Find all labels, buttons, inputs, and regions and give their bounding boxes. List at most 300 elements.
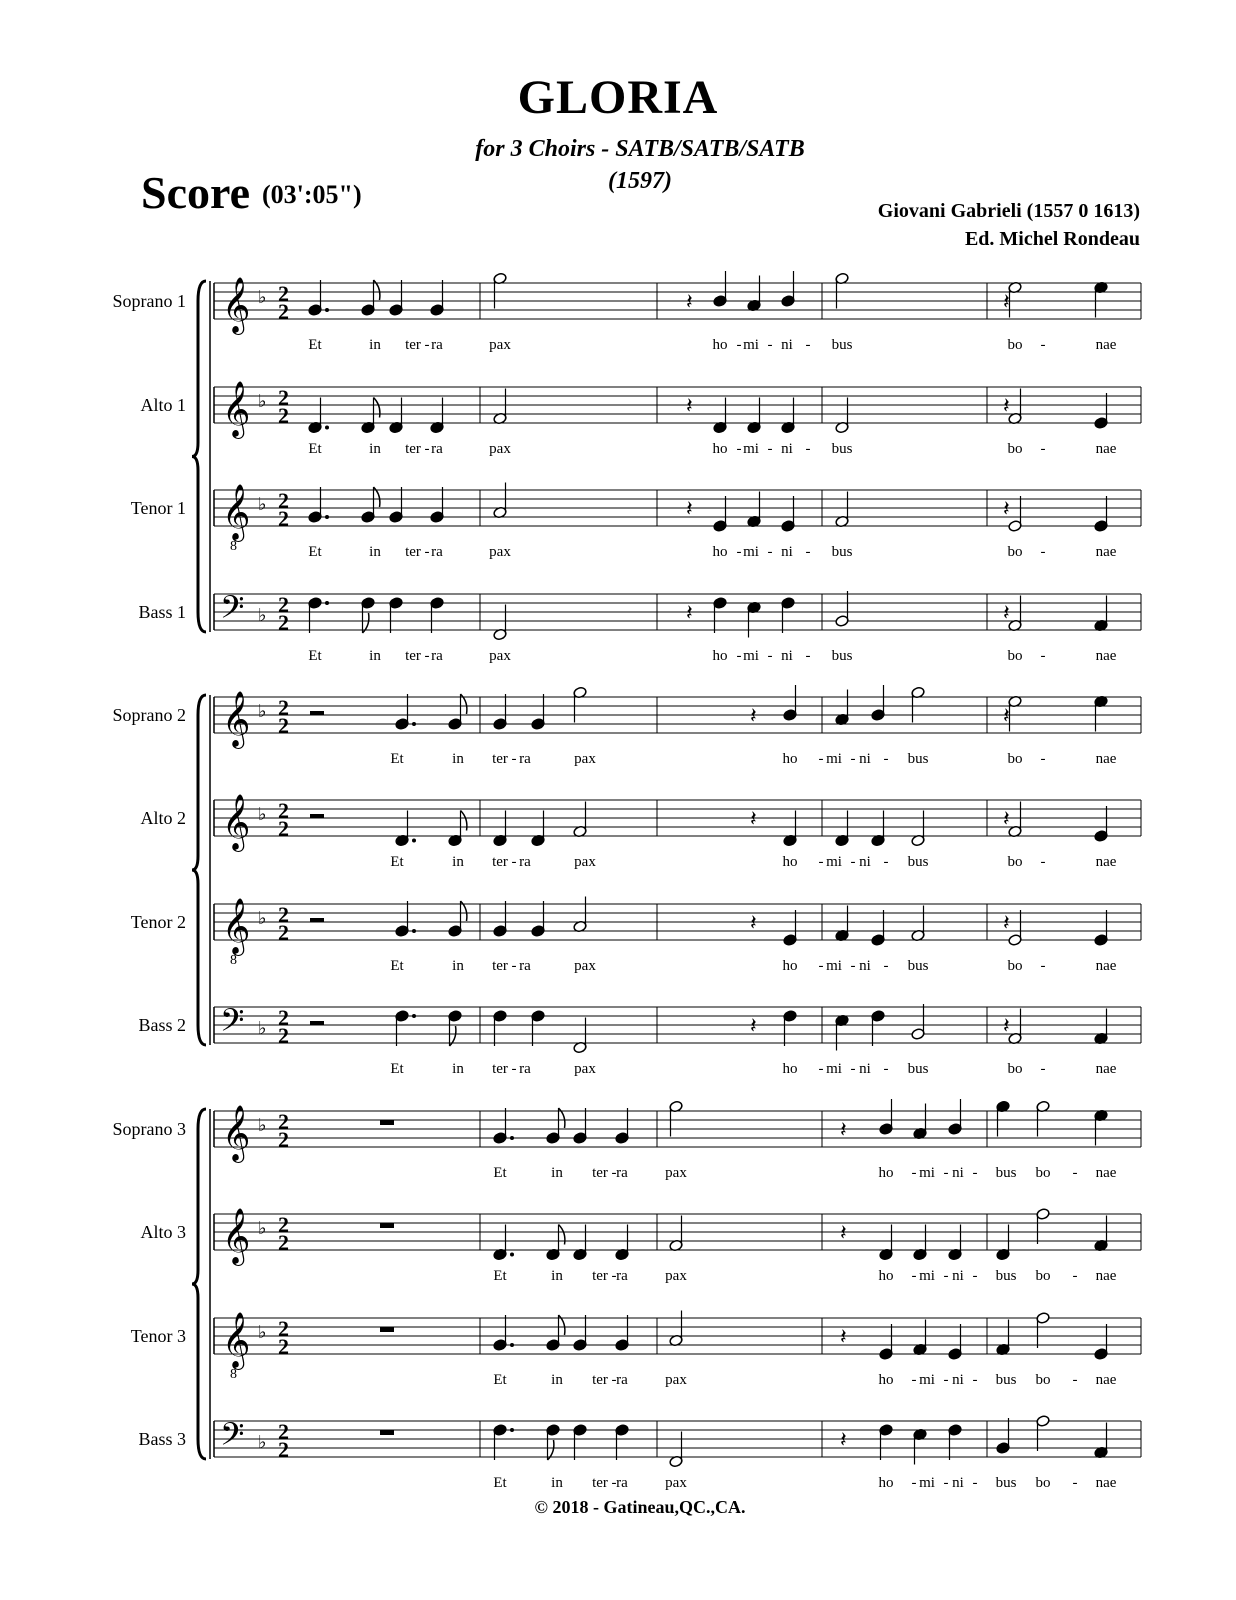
lyric-syllable: mi [743,337,759,353]
lyric-syllable: - [883,958,889,974]
lyric-syllable: bo [1007,1061,1023,1077]
lyric-syllable: ter [492,1061,508,1077]
lyric-syllable: in [452,958,464,974]
time-sig-denominator: 2 [278,713,289,738]
lyric-syllable: nae [1095,544,1117,560]
key-flat-icon: ♭ [258,1322,267,1342]
lyric-syllable: - [1040,854,1046,870]
treble-clef-icon: 𝄞 [222,279,251,332]
time-sig-denominator: 2 [278,920,289,945]
lyric-syllable: ter [592,1475,608,1491]
time-sig-denominator: 2 [278,299,289,324]
voice-label: Soprano 1 [112,291,186,311]
subtitle: for 3 Choirs - SATB/SATB/SATB [475,136,805,162]
lyric-syllable: - [424,544,430,560]
lyric-syllable: nae [1095,1268,1117,1284]
lyric-syllable: bus [907,958,929,974]
key-flat-icon: ♭ [258,1018,267,1038]
lyric-syllable: - [818,958,824,974]
key-flat-icon: ♭ [258,494,267,514]
choir-brace [192,695,206,1045]
lyric-syllable: - [911,1372,917,1388]
lyric-syllable: - [805,544,811,560]
octave-marker: 8 [230,539,237,554]
lyric-syllable: Et [390,958,404,974]
lyric-syllable: ho [712,648,728,664]
half-rest [310,711,324,715]
voice-label: Bass 1 [138,602,186,622]
lyric-syllable: ni [859,958,871,974]
lyric-syllable: - [943,1372,949,1388]
bass-clef-icon: 𝄢 [220,591,245,633]
time-sig-numerator: 2 [278,1109,289,1134]
lyric-syllable: Et [390,751,404,767]
time-sig-numerator: 2 [278,1419,289,1444]
dot [412,839,416,843]
lyric-syllable: ho [782,958,798,974]
lyric-syllable: - [736,648,742,664]
lyric-syllable: pax [489,337,511,353]
lyric-syllable: - [1040,441,1046,457]
lyric-syllable: ho [782,751,798,767]
lyric-syllable: - [883,854,889,870]
lyric-syllable: - [736,441,742,457]
time-sig-denominator: 2 [278,610,289,635]
dot [510,1136,514,1140]
lyric-syllable: bo [1007,751,1023,767]
half-rest [310,918,324,922]
choir-brace [192,1109,206,1459]
lyric-syllable: mi [919,1165,935,1181]
lyric-syllable: bus [831,544,853,560]
time-sig-denominator: 2 [278,1127,289,1152]
lyric-syllable: bus [995,1165,1017,1181]
quarter-rest: 𝄽 [686,600,693,625]
lyric-syllable: bo [1035,1165,1051,1181]
lyric-syllable: - [805,337,811,353]
voice-label: Alto 1 [140,395,186,415]
lyric-syllable: Et [308,337,322,353]
lyric-syllable: ra [431,648,443,664]
quarter-rest: 𝄽 [750,703,757,728]
treble-clef-icon: 𝄞 [222,1107,251,1160]
lyric-syllable: ni [781,337,793,353]
lyric-syllable: - [1040,337,1046,353]
quarter-rest: 𝄽 [1003,289,1010,314]
duration: (03':05") [262,180,362,209]
time-sig-numerator: 2 [278,281,289,306]
lyric-syllable: ni [781,441,793,457]
lyric-syllable: - [511,854,517,870]
lyric-syllable: pax [489,648,511,664]
voice-label: Tenor 1 [130,498,186,518]
voice-label: Bass 2 [138,1015,186,1035]
lyric-syllable: - [1072,1268,1078,1284]
treble-clef-icon: 𝄞 [222,900,251,953]
copyright: © 2018 - Gatineau,QC.,CA. [534,1497,746,1517]
time-sig-numerator: 2 [278,592,289,617]
lyric-syllable: pax [665,1475,687,1491]
lyric-syllable: ra [616,1165,628,1181]
key-flat-icon: ♭ [258,1218,267,1238]
lyric-syllable: ra [519,751,531,767]
lyric-syllable: - [736,337,742,353]
time-sig-numerator: 2 [278,1316,289,1341]
lyric-syllable: ra [616,1268,628,1284]
lyric-syllable: pax [665,1165,687,1181]
lyric-syllable: Et [390,854,404,870]
quarter-rest: 𝄽 [840,1427,847,1452]
lyric-syllable: in [369,441,381,457]
lyric-syllable: nae [1095,751,1117,767]
lyric-syllable: ter [592,1372,608,1388]
lyric-syllable: pax [574,1061,596,1077]
lyric-syllable: - [1040,648,1046,664]
bass-clef-icon: 𝄢 [220,1418,245,1460]
lyric-syllable: bo [1007,337,1023,353]
whole-rest [380,1327,394,1332]
time-sig-denominator: 2 [278,1437,289,1462]
lyric-syllable: in [551,1372,563,1388]
voice-label: Soprano 2 [112,705,186,725]
dot [510,1343,514,1347]
lyric-syllable: - [1072,1165,1078,1181]
lyric-syllable: ra [519,854,531,870]
lyric-syllable: - [511,958,517,974]
lyric-syllable: bo [1035,1475,1051,1491]
lyric-syllable: - [1040,958,1046,974]
quarter-rest: 𝄽 [750,806,757,831]
lyric-syllable: ni [781,544,793,560]
dot [325,515,329,519]
voice-label: Tenor 3 [130,1326,186,1346]
half-rest [310,814,324,818]
lyric-syllable: - [1040,751,1046,767]
lyric-syllable: ni [952,1372,964,1388]
treble-clef-icon: 𝄞 [222,1210,251,1263]
time-sig-numerator: 2 [278,695,289,720]
lyric-syllable: bus [907,1061,929,1077]
voice-label: Alto 3 [140,1222,186,1242]
lyric-syllable: - [911,1268,917,1284]
treble-clef-icon: 𝄞 [222,486,251,539]
lyric-syllable: in [369,337,381,353]
lyric-syllable: pax [489,544,511,560]
lyric-syllable: - [850,854,856,870]
lyric-syllable: - [943,1475,949,1491]
dot [412,929,416,933]
key-flat-icon: ♭ [258,804,267,824]
lyric-syllable: - [911,1165,917,1181]
lyric-syllable: - [850,751,856,767]
dot [325,426,329,430]
dot [325,308,329,312]
lyric-syllable: ter [592,1165,608,1181]
lyric-syllable: ho [712,441,728,457]
lyric-syllable: ho [782,854,798,870]
lyric-syllable: nae [1095,854,1117,870]
whole-rest [380,1430,394,1435]
voice-label: Alto 2 [140,808,186,828]
lyric-syllable: - [911,1475,917,1491]
lyric-syllable: nae [1095,648,1117,664]
quarter-rest: 𝄽 [840,1117,847,1142]
whole-rest [380,1223,394,1228]
lyric-syllable: ter [492,751,508,767]
voice-label: Soprano 3 [112,1119,186,1139]
voice-label: Bass 3 [138,1429,186,1449]
lyric-syllable: ni [952,1268,964,1284]
lyric-syllable: in [551,1268,563,1284]
lyric-syllable: - [511,751,517,767]
lyric-syllable: - [850,1061,856,1077]
half-rest [310,1021,324,1025]
dot [510,1428,514,1432]
quarter-rest: 𝄽 [1003,703,1010,728]
key-flat-icon: ♭ [258,908,267,928]
time-sig-denominator: 2 [278,816,289,841]
quarter-rest: 𝄽 [750,910,757,935]
treble-clef-icon: 𝄞 [222,796,251,849]
lyric-syllable: bo [1035,1268,1051,1284]
octave-marker: 8 [230,1367,237,1382]
time-sig-denominator: 2 [278,1230,289,1255]
page-title: GLORIA [517,71,719,124]
lyric-syllable: ra [616,1475,628,1491]
editor: Ed. Michel Rondeau [964,228,1140,250]
lyric-syllable: ra [616,1372,628,1388]
quarter-rest: 𝄽 [1003,1013,1010,1038]
quarter-rest: 𝄽 [686,393,693,418]
lyric-syllable: - [972,1268,978,1284]
lyric-syllable: - [805,648,811,664]
time-sig-numerator: 2 [278,798,289,823]
quarter-rest: 𝄽 [686,496,693,521]
lyric-syllable: ra [519,1061,531,1077]
lyric-syllable: in [452,854,464,870]
lyric-syllable: bus [907,751,929,767]
lyric-syllable: ni [781,648,793,664]
score-label: Score [141,167,251,218]
lyric-syllable: Et [493,1475,507,1491]
time-sig-numerator: 2 [278,385,289,410]
lyric-syllable: - [1040,1061,1046,1077]
lyric-syllable: Et [308,648,322,664]
lyric-syllable: bus [995,1372,1017,1388]
lyric-syllable: in [369,648,381,664]
year: (1597) [608,168,672,194]
lyric-syllable: ra [431,544,443,560]
lyric-syllable: - [883,751,889,767]
lyric-syllable: mi [743,544,759,560]
lyric-syllable: bus [831,648,853,664]
lyric-syllable: - [805,441,811,457]
lyric-syllable: - [1072,1475,1078,1491]
lyric-syllable: - [818,1061,824,1077]
lyric-syllable: - [972,1475,978,1491]
lyric-syllable: ter [405,441,421,457]
key-flat-icon: ♭ [258,287,267,307]
lyric-syllable: ho [878,1372,894,1388]
quarter-rest: 𝄽 [1003,910,1010,935]
lyric-syllable: mi [743,648,759,664]
key-flat-icon: ♭ [258,1432,267,1452]
key-flat-icon: ♭ [258,1115,267,1135]
lyric-syllable: mi [743,441,759,457]
lyric-syllable: nae [1095,441,1117,457]
lyric-syllable: - [424,441,430,457]
lyric-syllable: bus [907,854,929,870]
dot [510,1253,514,1257]
lyric-syllable: - [767,544,773,560]
quarter-rest: 𝄽 [1003,600,1010,625]
lyric-syllable: nae [1095,1165,1117,1181]
dot [412,1014,416,1018]
lyric-syllable: bo [1007,958,1023,974]
lyric-syllable: - [767,441,773,457]
lyric-syllable: Et [493,1268,507,1284]
voice-label: Tenor 2 [130,912,186,932]
composer: Giovani Gabrieli (1557 0 1613) [877,200,1140,222]
lyric-syllable: ter [405,337,421,353]
lyric-syllable: bus [831,337,853,353]
treble-clef-icon: 𝄞 [222,693,251,746]
lyric-syllable: ni [859,1061,871,1077]
lyric-syllable: Et [493,1165,507,1181]
lyric-syllable: ni [859,854,871,870]
lyric-syllable: - [972,1372,978,1388]
lyric-syllable: bo [1007,544,1023,560]
key-flat-icon: ♭ [258,605,267,625]
lyric-syllable: - [850,958,856,974]
lyric-syllable: - [767,337,773,353]
lyric-syllable: - [972,1165,978,1181]
lyric-syllable: - [611,1268,617,1284]
key-flat-icon: ♭ [258,391,267,411]
lyric-syllable: ni [952,1475,964,1491]
lyric-syllable: nae [1095,1372,1117,1388]
time-sig-denominator: 2 [278,403,289,428]
lyric-syllable: - [1040,544,1046,560]
time-sig-denominator: 2 [278,506,289,531]
lyric-syllable: ho [878,1165,894,1181]
quarter-rest: 𝄽 [1003,806,1010,831]
lyric-syllable: ho [782,1061,798,1077]
lyric-syllable: pax [665,1268,687,1284]
whole-rest [380,1120,394,1125]
lyric-syllable: bo [1007,648,1023,664]
lyric-syllable: nae [1095,1061,1117,1077]
lyric-syllable: - [611,1165,617,1181]
quarter-rest: 𝄽 [686,289,693,314]
lyric-syllable: in [369,544,381,560]
lyric-syllable: bo [1035,1372,1051,1388]
lyric-syllable: - [611,1372,617,1388]
lyric-syllable: pax [574,854,596,870]
lyric-syllable: ter [405,648,421,664]
lyric-syllable: ho [712,544,728,560]
lyric-syllable: ra [519,958,531,974]
lyric-syllable: bo [1007,854,1023,870]
lyric-syllable: pax [574,751,596,767]
lyric-syllable: mi [919,1372,935,1388]
time-sig-denominator: 2 [278,1023,289,1048]
lyric-syllable: Et [308,441,322,457]
time-sig-numerator: 2 [278,1212,289,1237]
lyric-syllable: Et [493,1372,507,1388]
lyric-syllable: ter [492,958,508,974]
quarter-rest: 𝄽 [1003,496,1010,521]
lyric-syllable: bus [995,1268,1017,1284]
lyric-syllable: - [611,1475,617,1491]
lyric-syllable: - [943,1268,949,1284]
lyric-syllable: mi [826,958,842,974]
lyric-syllable: ho [878,1475,894,1491]
key-flat-icon: ♭ [258,701,267,721]
quarter-rest: 𝄽 [1003,393,1010,418]
lyric-syllable: bus [831,441,853,457]
lyric-syllable: nae [1095,958,1117,974]
time-sig-numerator: 2 [278,488,289,513]
lyric-syllable: bus [995,1475,1017,1491]
lyric-syllable: in [551,1165,563,1181]
bass-clef-icon: 𝄢 [220,1004,245,1046]
lyric-syllable: - [943,1165,949,1181]
lyric-syllable: nae [1095,337,1117,353]
quarter-rest: 𝄽 [750,1013,757,1038]
lyric-syllable: ni [952,1165,964,1181]
lyric-syllable: Et [390,1061,404,1077]
lyric-syllable: mi [919,1268,935,1284]
dot [325,601,329,605]
lyric-syllable: - [818,751,824,767]
lyric-syllable: ho [712,337,728,353]
quarter-rest: 𝄽 [840,1220,847,1245]
lyric-syllable: mi [826,751,842,767]
lyric-syllable: ra [431,441,443,457]
lyric-syllable: ter [492,854,508,870]
lyric-syllable: - [1072,1372,1078,1388]
lyric-syllable: - [767,648,773,664]
dot [412,722,416,726]
time-sig-numerator: 2 [278,1005,289,1030]
lyric-syllable: ra [431,337,443,353]
lyric-syllable: Et [308,544,322,560]
octave-marker: 8 [230,953,237,968]
lyric-syllable: in [452,1061,464,1077]
lyric-syllable: mi [826,1061,842,1077]
lyric-syllable: - [818,854,824,870]
lyric-syllable: ter [405,544,421,560]
lyric-syllable: - [424,337,430,353]
time-sig-numerator: 2 [278,902,289,927]
lyric-syllable: pax [574,958,596,974]
lyric-syllable: - [511,1061,517,1077]
lyric-syllable: ni [859,751,871,767]
treble-clef-icon: 𝄞 [222,383,251,436]
lyric-syllable: in [452,751,464,767]
lyric-syllable: in [551,1475,563,1491]
lyric-syllable: - [883,1061,889,1077]
treble-clef-icon: 𝄞 [222,1314,251,1367]
choir-brace [192,281,206,632]
lyric-syllable: nae [1095,1475,1117,1491]
lyric-syllable: bo [1007,441,1023,457]
lyric-syllable: pax [489,441,511,457]
quarter-rest: 𝄽 [840,1324,847,1349]
lyric-syllable: mi [826,854,842,870]
lyric-syllable: mi [919,1475,935,1491]
